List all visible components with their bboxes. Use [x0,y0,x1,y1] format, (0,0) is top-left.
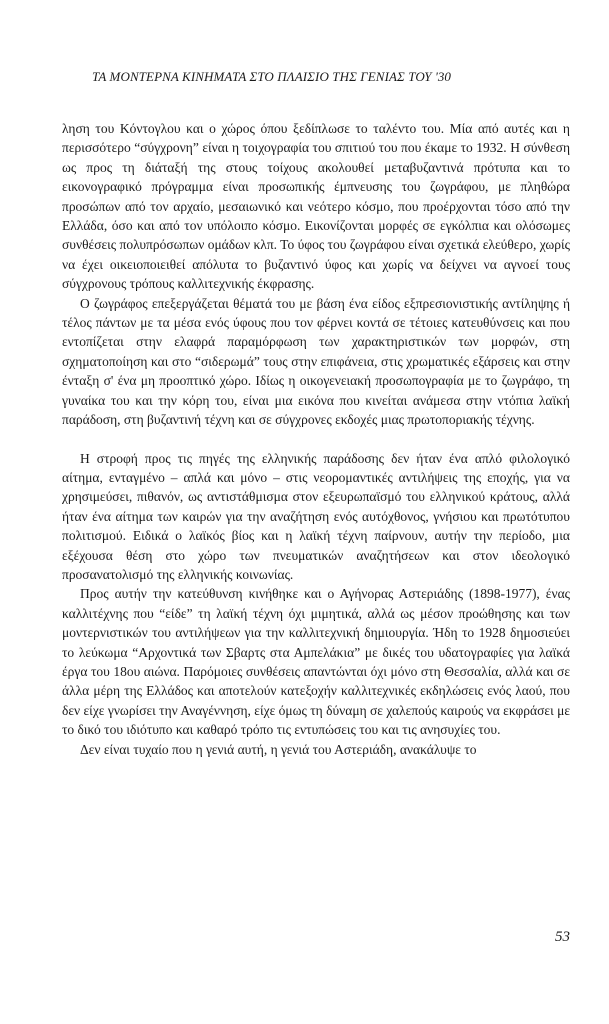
page-number: 53 [555,929,570,945]
paragraph: Η στροφή προς τις πηγές της ελληνικής παράδοσης δεν ήταν ένα απλό φιλολογικό αίτημα, ενταγμένο – απλά και μόνο – στις νεορομαντικές αντιλήψεις της εποχής, για να χρησιμεύσει, πιθανόν, ως αντιστάθμισμα στον εξευρωπαϊσμό του ελληνικού κράτους, αλλά ήταν ένα αίτημα των καιρών για την αναζήτηση ενός αυτόχθονος, γνήσιου και πρωτότυπου πολιτισμού. Ειδικά ο λαϊκός βίος και η λαϊκή τέχνη παίρνουν, αυτήν την περίοδο, μια εξέχουσα θέση στο χώρο των πνευματικών αναζητήσεων και στον ιδεολογικό προσανατολισμό της ελληνικής κοινωνίας. [62,450,570,582]
paragraph: Προς αυτήν την κατεύθυνση κινήθηκε και ο Αγήνορας Αστεριάδης (1898-1977), ένας καλλιτέχνης που “είδε” τη λαϊκή τέχνη όχι μιμητικά, αλλά ως μέσον προώθησης και των μοντερνιστικών του αντιλήψεων για την καλλιτεχνική δημιουργία. Ήδη το 1928 δημοσιεύει το λεύκωμα “Αρχοντικά των Σβαρτς στα Αμπελάκια” με δικές του υδατογραφίες για λαϊκά έργα του 18ου αιώνα. Παρόμοιες συνθέσεις απαντώνται όχι μόνο στη Θεσσαλία, αλλά και σε άλλα μέρη της Ελλάδος και αποτελούν κατεξοχήν καλλιτεχνικές εκδηλώσεις ενός λαού, που δεν είχε γνωρίσει την Αναγέννηση, είχε όμως τη δύναμη σε χαλεπούς καιρούς να εκφράσει με το δικό του ιδιότυπο και καθαρό τρόπο τις εντυπώσεις του και τις ανησυχίες του. [62,586,570,738]
paragraph: Δεν είναι τυχαίο που η γενιά αυτή, η γενιά του Αστεριάδη, ανακάλυψε το [80,741,477,757]
paragraph: Ο ζωγράφος επεξεργάζεται θέματά του με βάση ένα είδος εξπρεσιονιστικής αντίληψης ή τέλος πάντων με τα μέσα ενός ύφους που τον φέρνει κοντά σε τέτοιες κατευθύνσεις και που εντοπίζεται στην ελαφρά παραμόρφωση των χαρακτηριστικών των μορφών, στη σχηματοποίηση και στο “σιδερωμά” τους στην επιφάνεια, στις χρωματικές εξάρσεις και στην ένταξη σ' ένα μη προοπτικό χώρο. Ιδίως η οικογενειακή προσωπογραφία με το ζωγράφο, τη γυναίκα του και την κόρη του, είναι μια εικόνα που κινείται ανάμεσα στην ντόπια λαϊκή παράδοση, στη βυζαντινή τέχνη και σε σύγχρονες εκδοχές μιας πρωτοποριακής τέχνης. [62,295,570,428]
running-header: ΤΑ ΜΟΝΤΕΡΝΑ ΚΙΝΗΜΑΤΑ ΣΤΟ ΠΛΑΙΣΙΟ ΤΗΣ ΓΕΝΙΑΣ ΤΟΥ '30 [92,69,452,84]
body-text [62,119,570,759]
paragraph-continuation: ληση του Κόντογλου και ο χώρος όπου ξεδίπλωσε το ταλέντο του. Μία από αυτές και η περισσότερο “σύγχρονη” είναι η τοιχογραφία του σπιτιού του που έκαμε το 1932. Η σύνθεση ως προς τη διάταξή της στους τοίχους ακολουθεί μεταβυζαντινά πρότυπα και το εικονογραφικό πρόγραμμα είναι προσωπικής έμπνευσης του ζωγράφου, με πληθώρα προσώπων από τον αρχαίο, μεσαιωνικό και νεότερο κόσμο, που προέρχονται τόσο από την Ελλάδα, όσο και από τον υπόλοιπο κόσμο. Εικονίζονται μορφές σε εγκόλπια και ολόσωμες συνθέσεις πολυπρόσωπων ομάδων κλπ. Το ύφος του ζωγράφου είναι σχετικά ελεύθερο, χωρίς να έχει οικειοποιειθεί απόλυτα το βυζαντινό ύφος και χωρίς να δείχνει να αγνοεί τους σύγχρονους τρόπους καλλιτεχνικής έκφρασης. [62,121,570,292]
